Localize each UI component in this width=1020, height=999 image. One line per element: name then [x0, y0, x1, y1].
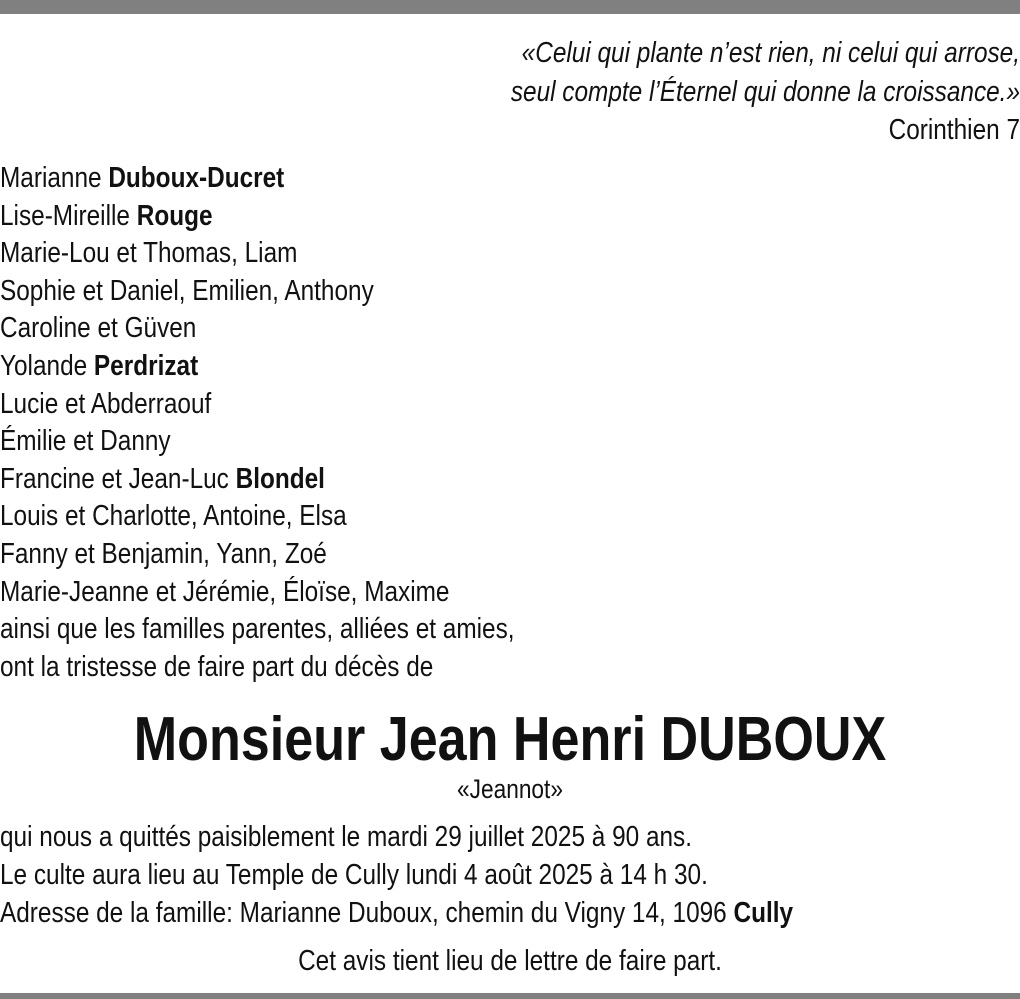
- family-line: [0, 461, 515, 499]
- family-line: [0, 310, 515, 348]
- family-line: [0, 386, 515, 424]
- epigraph-quote-text-2: seul compte l’Éternel qui donne la croissance.»: [510, 75, 1020, 108]
- family-line-surname: Blondel: [235, 462, 325, 495]
- family-line: [0, 160, 515, 198]
- address-text: Adresse de la famille: Marianne Duboux, chemin du Vigny 14, 1096: [0, 897, 734, 930]
- details: [0, 818, 944, 933]
- family-line-plain: Marie-Jeanne et Jérémie, Éloïse, Maxime: [0, 575, 450, 608]
- family-line: [0, 498, 515, 536]
- epigraph-quote-line-1: [163, 34, 1020, 73]
- family-line-plain: Sophie et Daniel, Emilien, Anthony: [0, 274, 374, 307]
- details-line-death: qui nous a quittés paisiblement le mardi 29 juillet 2025 à 90 ans.: [0, 821, 692, 853]
- family-list: [0, 160, 613, 686]
- closing-note-block: [0, 942, 1020, 980]
- details-line-service: Le culte aura lieu au Temple de Cully lundi 4 août 2025 à 14 h 30.: [0, 859, 708, 892]
- family-line-plain: ainsi que les familles parentes, alliées et amies,: [0, 613, 515, 646]
- family-line: [0, 611, 515, 649]
- family-line: [0, 235, 515, 273]
- address-town: Cully: [733, 897, 794, 930]
- bottom-rule: [0, 993, 1020, 999]
- family-line-plain: Lucie et Abderraouf: [0, 387, 212, 420]
- top-rule: [0, 0, 1020, 14]
- family-line-plain: Louis et Charlotte, Antoine, Elsa: [0, 500, 347, 533]
- family-line-plain: Francine et Jean-Luc: [0, 462, 236, 495]
- family-line: [0, 273, 515, 311]
- family-line-plain: Fanny et Benjamin, Yann, Zoé: [0, 537, 327, 570]
- family-line-plain: Yolande: [0, 349, 94, 382]
- deceased-nickname-block: [0, 772, 1020, 806]
- family-line-surname: Rouge: [136, 199, 213, 232]
- family-line: [0, 423, 515, 461]
- family-line: [0, 348, 515, 386]
- family-line-plain: Marie-Lou et Thomas, Liam: [0, 237, 298, 270]
- family-line: [0, 649, 515, 687]
- deceased-nickname: «Jeannot»: [457, 774, 563, 804]
- family-line: [0, 574, 515, 612]
- deceased-name: Monsieur Jean Henri DUBOUX: [133, 705, 887, 774]
- closing-note: Cet avis tient lieu de lettre de faire part.: [298, 945, 722, 977]
- family-line: [0, 536, 515, 574]
- epigraph-quote-line-2: [163, 73, 1020, 112]
- epigraph-reference: Corinthien 7: [888, 114, 1020, 146]
- family-line-plain: Marianne: [0, 162, 109, 194]
- family-line-plain: Émilie et Danny: [0, 425, 171, 458]
- epigraph: [0, 34, 1020, 150]
- family-line-plain: ont la tristesse de faire part du décès de: [0, 650, 434, 683]
- family-line-plain: Lise-Mireille: [0, 199, 137, 232]
- deceased-name-block: [0, 703, 1020, 777]
- family-line-surname: Perdrizat: [93, 349, 199, 382]
- epigraph-quote-text-1: «Celui qui plante n’est rien, ni celui qui arrose,: [521, 37, 1020, 69]
- details-line-address: [0, 894, 793, 932]
- family-line-surname: Duboux-Ducret: [108, 162, 285, 194]
- family-line-plain: Caroline et Güven: [0, 312, 197, 345]
- family-line: [0, 198, 515, 236]
